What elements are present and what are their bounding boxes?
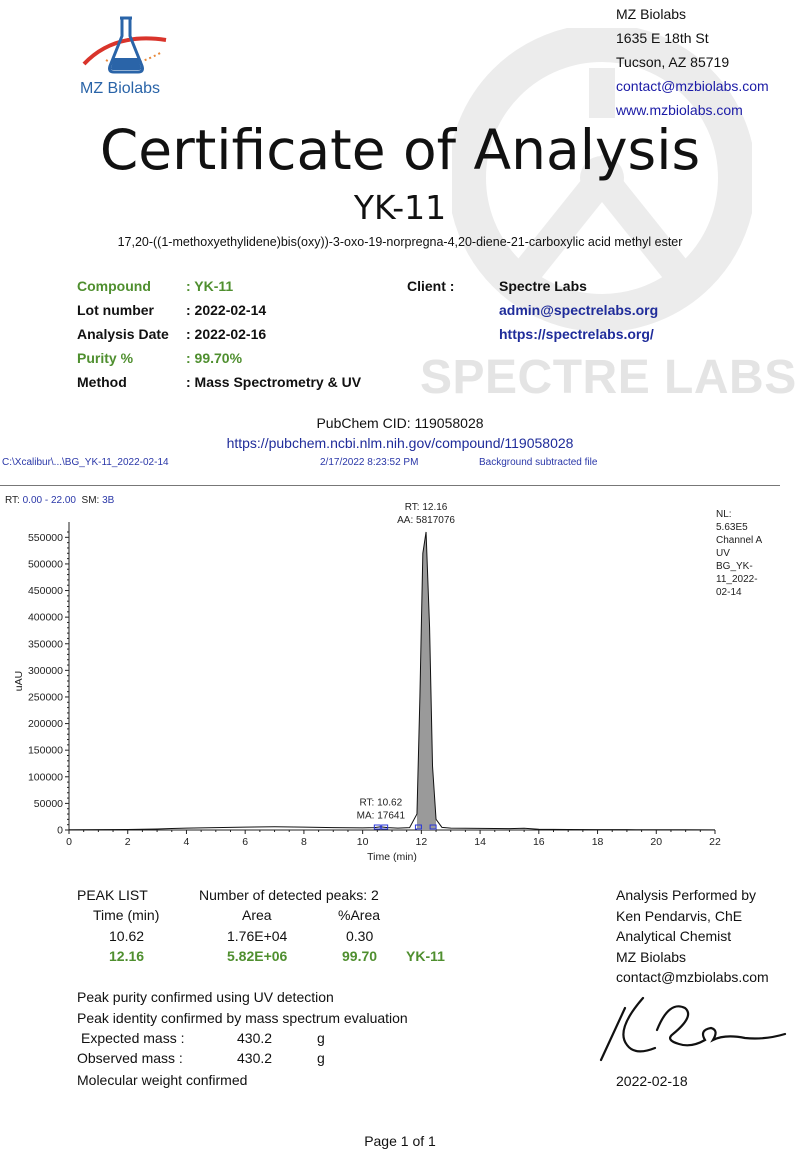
- y-tick-label: 500000: [27, 558, 63, 571]
- company-website-link[interactable]: www.mzbiolabs.com: [616, 102, 743, 118]
- client-name: Spectre Labs: [499, 278, 587, 294]
- client-url-link[interactable]: https://spectrelabs.org/: [499, 326, 654, 342]
- row1-time: 10.62: [109, 928, 145, 944]
- note-ms: Peak identity confirmed by mass spectrum evaluation: [77, 1010, 408, 1026]
- col-header-time: Time (min): [93, 907, 160, 923]
- analysis-date-value: : 2022-02-16: [186, 326, 267, 342]
- x-tick-label: 16: [532, 836, 545, 848]
- row2-time: 12.16: [109, 948, 145, 964]
- flask-icon: [76, 12, 172, 84]
- sm-label: SM:: [81, 495, 100, 506]
- address-line: Tucson, AZ 85719: [616, 54, 730, 70]
- y-tick-label: 400000: [27, 611, 63, 624]
- peak-rt-label: RT: 12.16: [404, 502, 448, 513]
- rt-range-label: RT:: [5, 495, 20, 506]
- note-mw: Molecular weight confirmed: [77, 1072, 248, 1088]
- analyst-line: Analysis Performed by: [616, 887, 757, 903]
- observed-mass-label: Observed mass :: [77, 1050, 183, 1066]
- divider: [0, 485, 780, 486]
- method-value: : Mass Spectrometry & UV: [186, 374, 362, 390]
- y-tick-label: 550000: [27, 531, 63, 544]
- expected-mass-label: Expected mass :: [81, 1030, 185, 1046]
- x-tick-label: 12: [415, 836, 428, 848]
- analyst-line: Analytical Chemist: [616, 928, 732, 944]
- y-tick-label: 100000: [27, 771, 63, 784]
- lot-label: Lot number: [77, 302, 154, 318]
- expected-mass-value: 430.2: [237, 1030, 273, 1046]
- row2-pct: 99.70: [342, 948, 378, 964]
- side-label: Channel A: [716, 535, 763, 546]
- x-tick-label: 10: [356, 836, 369, 848]
- peak-rt-label: RT: 10.62: [359, 797, 403, 809]
- analyst-date: 2022-02-18: [616, 1073, 688, 1089]
- side-label: BG_YK-: [716, 561, 753, 572]
- rt-range-value: 0.00 - 22.00: [22, 495, 76, 506]
- compound-label: Compound: [77, 278, 151, 294]
- watermark-text: SPECTRE LABS: [420, 351, 797, 404]
- side-label: 02-14: [716, 587, 742, 598]
- lot-value: : 2022-02-14: [186, 302, 267, 318]
- client-label: Client :: [407, 278, 455, 294]
- page-number: Page 1 of 1: [364, 1133, 436, 1149]
- file-note: Background subtracted file: [479, 457, 598, 468]
- row1-pct: 0.30: [346, 928, 374, 944]
- x-tick-label: 2: [124, 836, 131, 848]
- x-tick-label: 4: [183, 836, 190, 848]
- y-tick-label: 350000: [27, 638, 63, 651]
- method-label: Method: [77, 374, 127, 390]
- y-tick-label: 250000: [27, 691, 63, 704]
- file-datetime: 2/17/2022 8:23:52 PM: [320, 457, 419, 468]
- col-header-pct: %Area: [338, 907, 381, 923]
- sm-value: 3B: [102, 495, 115, 506]
- analyst-line: Ken Pendarvis, ChE: [616, 907, 743, 924]
- product-name: YK-11: [353, 188, 447, 227]
- detected-peaks: Number of detected peaks: 2: [199, 887, 379, 903]
- observed-mass-value: 430.2: [237, 1050, 273, 1066]
- y-tick-label: 50000: [33, 797, 63, 810]
- y-tick-label: 0: [57, 824, 63, 837]
- x-tick-label: 18: [591, 836, 604, 848]
- side-label: 5.63E5: [716, 522, 748, 533]
- purity-label: Purity %: [77, 350, 134, 366]
- logo-text: MZ Biolabs: [80, 80, 161, 97]
- company-address: [616, 2, 769, 122]
- expected-mass-unit: g: [317, 1030, 325, 1046]
- side-label: NL:: [716, 509, 732, 520]
- chemical-name: 17,20-((1-methoxyethylidene)bis(oxy))-3-oxo-19-norpregna-4,20-diene-21-carboxylic acid methyl ester: [117, 235, 683, 249]
- x-tick-label: 8: [300, 836, 307, 848]
- analysis-date-label: Analysis Date: [77, 326, 169, 342]
- peak-area-label: AA: 5817076: [397, 515, 455, 526]
- x-tick-label: 22: [709, 836, 721, 848]
- file-path: C:\Xcalibur\...\BG_YK-11_2022-02-14: [2, 457, 169, 468]
- client-email-link[interactable]: admin@spectrelabs.org: [499, 302, 659, 318]
- analyst-line: MZ Biolabs: [616, 948, 687, 965]
- y-tick-label: 150000: [27, 744, 63, 757]
- document-title: Certificate of Analysis: [99, 118, 701, 182]
- y-tick-label: 300000: [27, 664, 63, 677]
- row2-area: 5.82E+06: [227, 948, 288, 964]
- series-line: [69, 532, 715, 830]
- observed-mass-unit: g: [317, 1050, 325, 1066]
- signature: [595, 990, 795, 1065]
- compound-value: : YK-11: [186, 278, 234, 294]
- row1-area: 1.76E+04: [227, 928, 288, 944]
- x-tick-label: 6: [242, 836, 249, 848]
- y-tick-label: 450000: [27, 585, 63, 598]
- peak-list-title: PEAK LIST: [77, 887, 148, 903]
- y-axis-label: uAU: [13, 670, 25, 692]
- pubchem-cid: PubChem CID: 119058028: [316, 415, 484, 431]
- analyst-line: contact@mzbiolabs.com: [616, 969, 769, 985]
- col-header-area: Area: [242, 907, 272, 923]
- purity-value: : 99.70%: [186, 350, 243, 366]
- x-tick-label: 20: [650, 836, 663, 848]
- chromatogram-chart: [0, 490, 800, 870]
- address-line: MZ Biolabs: [616, 6, 687, 22]
- x-axis-label: Time (min): [367, 851, 417, 863]
- side-label: UV: [716, 548, 730, 559]
- chart-side-info: [716, 508, 762, 599]
- pubchem-link[interactable]: https://pubchem.ncbi.nlm.nih.gov/compound/119058028: [226, 435, 574, 451]
- address-line: 1635 E 18th St: [616, 30, 709, 46]
- x-tick-label: 0: [66, 836, 72, 848]
- side-label: 11_2022-: [716, 574, 758, 585]
- note-uv: Peak purity confirmed using UV detection: [77, 989, 334, 1005]
- row2-name: YK-11: [406, 948, 445, 964]
- company-email-link[interactable]: contact@mzbiolabs.com: [616, 78, 769, 94]
- analyst-block: [616, 885, 769, 988]
- y-tick-label: 200000: [27, 718, 63, 731]
- x-tick-label: 14: [474, 836, 486, 848]
- peak-area-label: MA: 17641: [356, 810, 406, 822]
